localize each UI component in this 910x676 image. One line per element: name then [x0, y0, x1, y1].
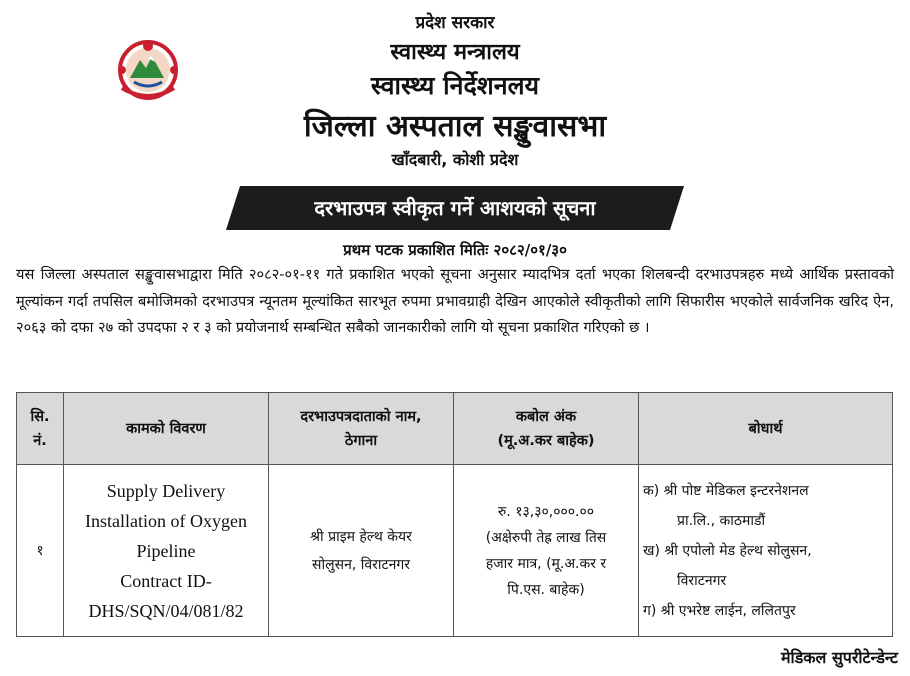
directorate-heading: स्वास्थ्य निर्देशनलय [370, 71, 540, 100]
ministry-heading: स्वास्थ्य मन्त्रालय [390, 40, 520, 65]
bid-table [16, 392, 893, 637]
first-published-date: प्रथम पटक प्रकाशित मितिः २०८२/०१/३० [343, 241, 567, 259]
notes-line: ग) श्री एभरेष्ट लाईन, ललितपुर [643, 602, 796, 619]
notes-line: क) श्री पोष्ट मेडिकल इन्टरनेशनल [643, 482, 809, 499]
signatory-title: मेडिकल सुपरीटेन्डेन्ट [780, 648, 898, 667]
amount-line: (अक्षेरुपी तेह्र लाख तिस [485, 529, 607, 546]
header-amount [454, 393, 639, 465]
cell-notes [639, 465, 893, 637]
notes-line: प्रा.लि., काठमाडौं [677, 512, 766, 529]
description-line: DHS/SQN/04/081/82 [88, 600, 244, 621]
description-line: Installation of Oxygen [85, 510, 247, 531]
cell-description [64, 465, 269, 637]
notice-title-banner [226, 186, 684, 230]
header-sn-line2: नं. [33, 432, 47, 449]
header-amount-line1: कबोल अंक [515, 408, 577, 425]
notice-body: यस जिल्ला अस्पताल सङ्खुवासभाद्वारा मिति २०८२-०१-११ गते प्रकाशित भएको सूचना अनुसार म्यादभित्र दर्ता भएका शिलबन्दी दरभाउपत्रहरु मध्ये आर्थिक प्रस्तावको मूल्यांकन गर्दा तपसिल बमोजिमको दरभाउपत्र न्यूनतम मूल्यांकित सारभूत रुपमा प्रभावग्राही देखिन आएकोले स्वीकृतीको लागि सिफारीस भएकोले सार्वजनिक खरिद ऐन, २०६३ को दफा २७ को उपदफा २ र ३ को प्रयोजनार्थ सम्बन्धित सबैको जानकारीको लागि यो सूचना प्रकाशित गरिएको छ । [16, 266, 894, 336]
bidder-line: श्री प्राइम हेल्थ केयर [310, 528, 412, 545]
header-description: कामको विवरण [64, 393, 269, 465]
hospital-heading: जिल्ला अस्पताल सङ्खुवासभा [303, 109, 607, 144]
bidder-line: सोलुसन, विराटनगर [312, 556, 410, 573]
cell-bidder [269, 465, 454, 637]
header-amount-line2: (मू.अ.कर बाहेक) [497, 432, 595, 449]
table-header-row [17, 393, 893, 465]
cell-serial-number: १ [17, 465, 64, 637]
header-bidder-line1: दरभाउपत्रदाताको नाम, [300, 408, 422, 425]
table-row [17, 465, 893, 637]
address-heading: खाँदबारी, कोशी प्रदेश [391, 150, 519, 169]
notes-line: ख) श्री एपोलो मेड हेल्थ सोलुसन, [643, 542, 812, 559]
cell-amount [454, 465, 639, 637]
amount-line: रु. १३,३०,०००.०० [497, 503, 595, 520]
header-bidder [269, 393, 454, 465]
header-sn-line1: सि. [30, 408, 50, 425]
amount-line: हजार मात्र, (मू.अ.कर र [485, 555, 607, 572]
notice-title: दरभाउपत्र स्वीकृत गर्ने आशयको सूचना [314, 196, 596, 220]
description-line: Pipeline [136, 540, 196, 561]
description-line: Contract ID- [120, 570, 212, 591]
amount-line: पि.एस. बाहेक) [507, 581, 585, 598]
header-serial-number [17, 393, 64, 465]
government-level-heading: प्रदेश सरकार [415, 13, 495, 33]
header-notes: बोधार्थ [639, 393, 893, 465]
description-line: Supply Delivery [106, 480, 226, 501]
header-bidder-line2: ठेगाना [344, 432, 378, 449]
notes-line: विराटनगर [677, 572, 727, 589]
